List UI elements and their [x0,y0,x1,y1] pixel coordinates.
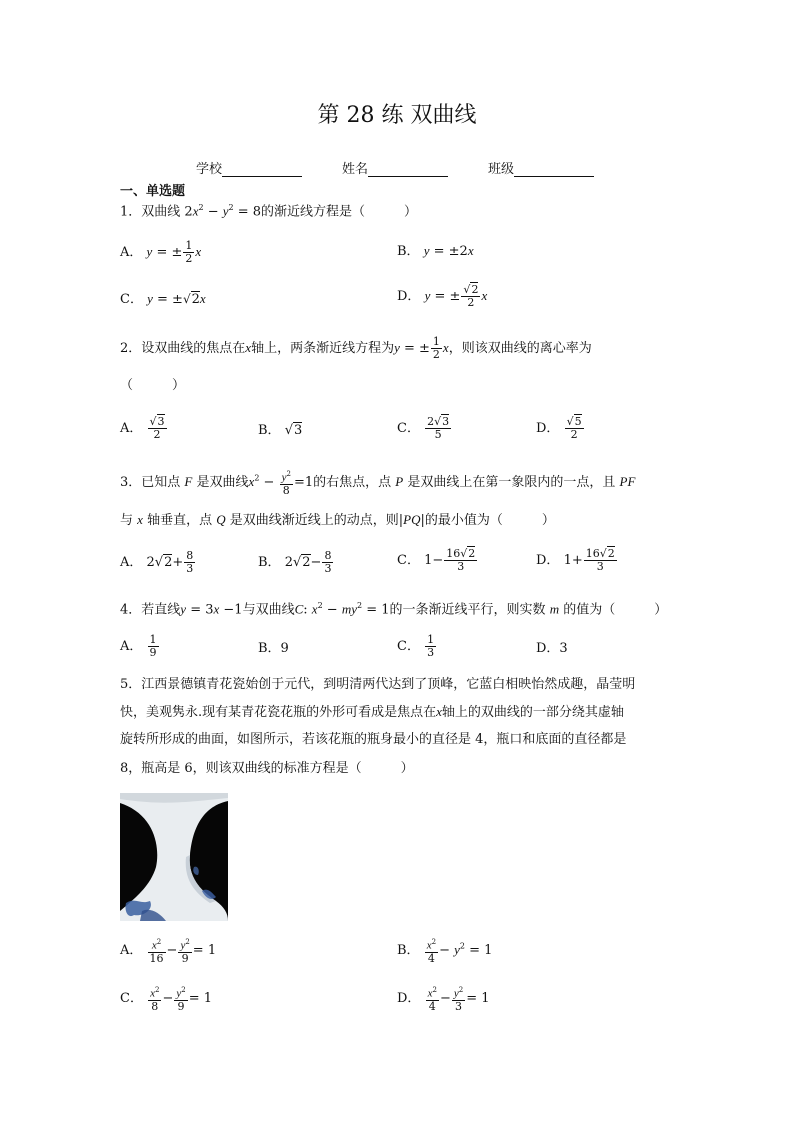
section-heading: 一、单选题 [120,184,186,199]
school-field[interactable] [196,158,302,177]
q2-option-d[interactable]: D． $\frac{√5}{2}$ [536,415,582,441]
q3-option-d[interactable]: D． 1+ $\frac{16√2}{3}$ [536,547,615,573]
question-2: 2．设双曲线的焦点在x轴上，两条渐近线方程为y = ± $\frac{1}{2}$ x，则该双曲线的离心率为 [120,335,592,361]
question-3-line-2: 与 x 轴垂直，点 Q 是双曲线渐近线上的动点，则|PQ|的最小值为（ ） [120,512,555,528]
class-label: 班级 [488,162,515,177]
q4-option-c[interactable]: C． $\frac{1}{3}$ [397,633,435,659]
question-1: 1．双曲线 $2x^2 - y^2 = 8$的渐近线方程是（ ） [120,203,418,220]
question-5-line-2: 快，美观隽永.现有某青花瓷花瓶的外形可看成是焦点在x轴上的双曲线的一部分绕其虚轴 [120,704,624,720]
vase-image [120,793,228,921]
q1-option-c[interactable]: C． y = ±√2x [120,291,206,307]
q1-option-b[interactable]: B． y = ±2x [397,243,474,259]
q2-option-a[interactable]: A． $\frac{√3}{2}$ [120,415,165,441]
q1-option-a[interactable]: A． y = ± $\frac{1}{2}$ x [120,239,202,265]
name-label: 姓名 [342,162,369,177]
page-title: 第 28 练 双曲线 [317,103,477,128]
question-5-line-3: 旋转所形成的曲面，如图所示，若该花瓶的瓶身最小的直径是 4，瓶口和底面的直径都是 [120,732,627,747]
q2-paren: （ ） [120,378,186,393]
q4-option-a[interactable]: A． $\frac{1}{9}$ [120,633,157,659]
question-5-line-1: 5．江西景德镇青花瓷始创于元代，到明清两代达到了顶峰，它蓝白相映怡然成趣，晶莹明 [120,677,636,692]
q4-option-d[interactable]: D．3 [536,641,568,656]
q4-option-b[interactable]: B．9 [258,641,289,656]
q5-option-d[interactable]: D． $\frac{x^2}{4}$ − $\frac{y^2}{3}$ = 1 [397,986,490,1013]
school-label: 学校 [196,162,223,177]
vase-illustration [120,793,228,921]
q5-option-c[interactable]: C． $\frac{x^2}{8}$ − $\frac{y^2}{9}$ = 1 [120,986,213,1013]
question-4: 4．若直线y = 3x −1与双曲线C: $x^2 - my^2 = 1$的一条渐近线平行，则实数 m 的值为（ ） [120,601,668,618]
q5-option-b[interactable]: B． $\frac{x^2}{4}$ − $y^2 = 1$ [397,938,493,965]
q3-option-b[interactable]: B． 2√2− $\frac{8}{3}$ [258,549,332,575]
q1-option-d[interactable]: D． y = ± $\frac{√2}{2}$ x [397,283,488,309]
class-field[interactable] [488,158,594,177]
question-5-line-4: 8，瓶高是 6，则该双曲线的标准方程是（ ） [120,761,414,776]
q3-option-c[interactable]: C． 1− $\frac{16√2}{3}$ [397,547,476,573]
question-3-line-1: 3．已知点 F 是双曲线$x^2$ − $\frac{y^2}{8}$ =1的右焦点，点 P 是双曲线上在第一象限内的一点，且 PF [120,470,636,497]
q3-option-a[interactable]: A． 2√2+ $\frac{8}{3}$ [120,549,194,575]
q5-option-a[interactable]: A． $\frac{x^2}{16}$ − $\frac{y^2}{9}$ = 1 [120,938,217,965]
q2-option-b[interactable]: B． √3 [258,423,303,438]
name-field[interactable] [342,158,448,177]
q2-option-c[interactable]: C． $\frac{2√3}{5}$ [397,415,450,441]
